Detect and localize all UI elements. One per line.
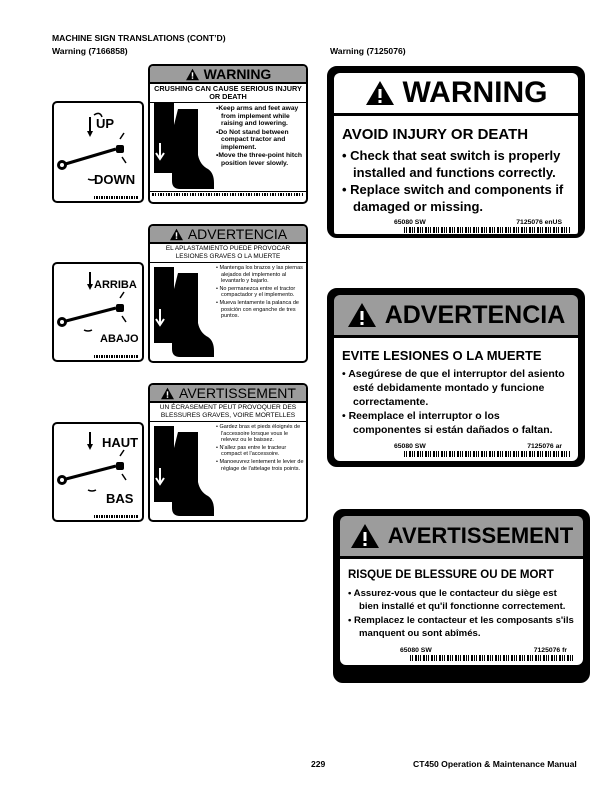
decal-title-bar [334, 73, 578, 113]
warning-decal-english [148, 64, 308, 204]
lever-down-label: ABAJO [100, 333, 139, 345]
decal-message: •Do Not stand between compact tractor and implement. [216, 128, 289, 151]
barcode-icon [94, 355, 138, 358]
warning-triangle-icon [185, 68, 200, 81]
boot-crush-icon [150, 103, 216, 191]
decal-title: WARNING [203, 66, 272, 82]
decal-message: • Manoeuvrez lentement le levier de réglage de l'attelage trois points. [216, 458, 304, 472]
decal-bullet: • Check that seat switch is properly installed and functions correctly. [342, 148, 561, 180]
barcode-icon [404, 227, 570, 233]
lever-up-label: HAUT [102, 435, 139, 450]
decal-bullet: • Assurez-vous que le contacteur du siège est bien installé et qu'il fonctionne correctement. [348, 588, 566, 613]
decal-title-bar [340, 516, 583, 556]
decal-subtitle: RISQUE DE BLESSURE OU DE MORT [348, 569, 554, 581]
lever-diagram-english [52, 101, 144, 203]
decal-message: •Keep arms and feet away from implement while raising and lowering. [216, 105, 299, 127]
part-code-right: 7125076 enUS [516, 219, 562, 226]
decal-title: AVERTISSEMENT [179, 385, 296, 401]
decal-bullet: • Asegúrese de que el interruptor del asiento esté debidamente montado y funcione correctamente. [342, 368, 565, 408]
warning-triangle-icon [160, 387, 175, 400]
decal-bullet: • Replace switch and components if damaged or missing. [342, 182, 564, 214]
decal-message: • Gardez bras et pieds éloignés de l'accessoire lorsque vous le relevez ou le baissez. [216, 424, 301, 444]
warning-triangle-icon [169, 228, 184, 241]
left-decal-label: Warning (7166858) [52, 46, 128, 56]
warning-triangle-icon [365, 80, 395, 106]
decal-message: •Move the three-point hitch position lever slowly. [216, 152, 302, 167]
part-code-left: 65080 SW [400, 646, 432, 654]
decal-title-bar [150, 385, 306, 403]
right-decal-label: Warning (7125076) [330, 46, 406, 56]
warning-decal-french [148, 383, 308, 522]
lever-up-label: UP [96, 116, 115, 131]
lever-up-label: ARRIBA [94, 279, 137, 291]
decal-title: ADVERTENCIA [187, 226, 288, 242]
section-title: MACHINE SIGN TRANSLATIONS (CONT’D) [52, 33, 226, 43]
lever-diagram-french [52, 422, 144, 522]
boot-crush-icon [150, 263, 216, 359]
barcode-icon [150, 191, 306, 197]
decal-message: • N'allez pas entre le tracteur compact et l'accessoire. [216, 444, 287, 458]
part-code-left: 65080 SW [394, 443, 426, 450]
seat-switch-decal-spanish [327, 288, 585, 467]
decal-subtitle: AVOID INJURY OR DEATH [342, 126, 529, 143]
decal-title: WARNING [402, 76, 548, 109]
decal-title: ADVERTENCIA [384, 300, 566, 329]
decal-subtitle: CRUSHING CAN CAUSE SERIOUS INJURY OR DEATH [150, 84, 306, 103]
decal-subtitle: UN ÉCRASEMENT PEUT PROVOQUER DES BLESSURES GRAVES, VOIRE MORTELLES [150, 403, 306, 422]
barcode-icon [94, 196, 138, 199]
page-number: 229 [311, 759, 326, 769]
decal-message: • Mantenga los brazos y las piernas alejados del implemento al levantarlo y bajarlo. [216, 265, 303, 285]
seat-switch-decal-english [327, 66, 585, 238]
part-code-right: 7125076 fr [533, 646, 567, 654]
decal-title-bar [334, 295, 578, 335]
decal-title-bar [150, 226, 306, 244]
decal-subtitle: EVITE LESIONES O LA MUERTE [342, 348, 542, 363]
decal-message: • Mueva lentamente la palanca de posición con enganche de tres puntos. [216, 299, 299, 320]
part-code-right: 7125076 ar [527, 443, 562, 450]
part-code-left: 65080 SW [394, 219, 426, 226]
boot-crush-icon [150, 422, 216, 518]
lever-down-label: DOWN [94, 172, 136, 187]
warning-triangle-icon [350, 523, 380, 549]
decal-message: • No permanezca entre el tractor compactador y el implemento. [216, 285, 296, 299]
decal-bullet: • Reemplace el interruptor o los componentes si están dañados o faltan. [342, 410, 553, 436]
decal-subtitle: EL APLASTAMIENTO PUEDE PROVOCAR LESIONES GRAVES O LA MUERTE [150, 244, 306, 263]
warning-triangle-icon [347, 302, 377, 328]
warning-decal-spanish [148, 224, 308, 363]
barcode-icon [404, 451, 570, 457]
lever-diagram-spanish [52, 262, 144, 362]
manual-title: CT450 Operation & Maintenance Manual [413, 759, 577, 769]
barcode-icon [94, 515, 138, 518]
decal-bullet: • Remplacez le contacteur et les composants s'ils manquent ou sont abîmés. [348, 614, 574, 640]
decal-title-bar [150, 66, 306, 84]
decal-title: AVERTISSEMENT [387, 523, 574, 548]
lever-down-label: BAS [106, 491, 134, 506]
seat-switch-decal-french [333, 509, 590, 683]
barcode-icon [410, 655, 575, 661]
